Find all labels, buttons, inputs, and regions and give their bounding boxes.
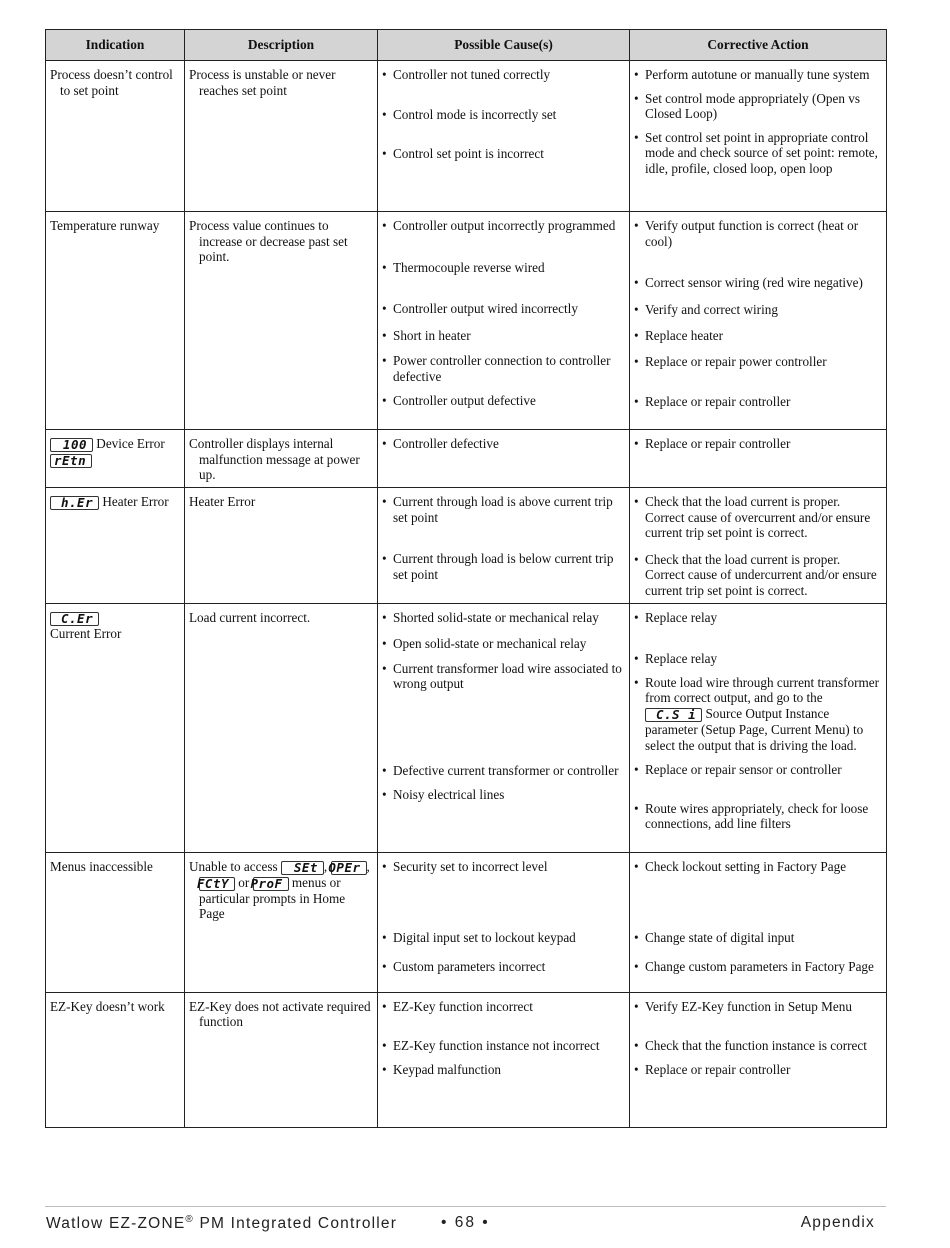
actions-cell <box>630 992 887 1127</box>
description-text: Controller displays internal malfunction message at power up. <box>189 436 360 483</box>
cause-item: • Control mode is incorrectly set <box>382 106 557 122</box>
action-item: • Replace relay <box>634 651 718 667</box>
action-item: • Verify and correct wiring <box>634 301 778 317</box>
description-cell <box>185 603 378 852</box>
action-item: • Check lockout setting in Factory Page <box>634 858 847 874</box>
page-number: • 68 • <box>441 1214 490 1231</box>
indication-cell <box>46 603 185 852</box>
cause-item: • Controller output defective <box>382 392 536 408</box>
action-item: • Verify EZ-Key function in Setup Menu <box>634 998 852 1014</box>
table-row <box>46 430 887 488</box>
actions-cell <box>630 430 887 488</box>
indication-cell <box>46 212 185 430</box>
cause-item: • Open solid-state or mechanical relay <box>382 636 587 652</box>
cause-item: • Controller output wired incorrectly <box>382 301 578 317</box>
actions-cell <box>630 212 887 430</box>
description-cell <box>185 852 378 992</box>
table-row <box>46 61 887 212</box>
description-cell <box>185 61 378 212</box>
action-item: • Change state of digital input <box>634 930 795 946</box>
indication-cell <box>46 852 185 992</box>
action-item: • Correct sensor wiring (red wire negative) <box>634 275 863 291</box>
cause-item: • Current transformer load wire associated to wrong output <box>382 660 622 692</box>
cause-item: • Shorted solid-state or mechanical relay <box>382 609 599 625</box>
description-text: Heater Error <box>189 494 256 509</box>
footer-divider <box>45 1206 886 1207</box>
action-item: • Change custom parameters in Factory Page <box>634 958 874 974</box>
registered-mark: ® <box>185 1214 194 1225</box>
causes-cell <box>378 212 630 430</box>
action-item: • Check that the function instance is correct <box>634 1038 867 1054</box>
table-row <box>46 852 887 992</box>
description-text: Unable to access SEt , OPEr , FCtY or ProF menus or particular prompts in Home Page <box>189 858 370 922</box>
action-item: • Route load wire through current transformer from correct output, and go to the C.S i Source Output Instance parameter (Setup Page, Current Menu) to select the output that is driving the load. <box>634 674 880 753</box>
action-item: • Set control mode appropriately (Open vs Closed Loop) <box>634 90 860 122</box>
cause-item: • Current through load is above current trip set point <box>382 494 613 525</box>
causes-cell <box>378 852 630 992</box>
description-cell <box>185 430 378 488</box>
troubleshooting-table <box>45 29 887 1128</box>
action-item: • Replace or repair controller <box>634 1061 791 1077</box>
lcd-set-menu: SEt <box>281 861 324 875</box>
cause-item: • Thermocouple reverse wired <box>382 259 545 275</box>
lcd-fcty-menu: FCtY <box>199 877 235 891</box>
cause-item: • Defective current transformer or controller <box>382 762 619 778</box>
table-header-row <box>46 30 887 61</box>
cause-item: • EZ-Key function incorrect <box>382 998 533 1014</box>
header-description: Description <box>185 30 378 61</box>
description-text: Process is unstable or never reaches set point <box>189 67 336 98</box>
indication-text: Current Error <box>50 625 122 641</box>
description-cell <box>185 992 378 1127</box>
description-text: EZ-Key does not activate required function <box>189 998 371 1030</box>
cause-item: • Security set to incorrect level <box>382 858 548 874</box>
cause-item: • Controller output incorrectly programmed <box>382 218 616 233</box>
table-row <box>46 212 887 430</box>
lcd-cs-source-code: C.S i <box>645 708 702 722</box>
indication-text: Heater Error <box>102 494 169 509</box>
description-cell <box>185 488 378 604</box>
indication-cell <box>46 61 185 212</box>
causes-cell <box>378 603 630 852</box>
cause-item: • Noisy electrical lines <box>382 786 505 802</box>
causes-cell <box>378 430 630 488</box>
action-item: • Check that the load current is proper. Correct cause of undercurrent and/or ensure current trip set point is correct. <box>634 551 877 598</box>
action-item: • Set control set point in appropriate control mode and check source of set point: remote, idle, profile, closed loop, open loop <box>634 129 878 176</box>
table-row <box>46 603 887 852</box>
actions-cell <box>630 488 887 604</box>
table-row <box>46 992 887 1127</box>
cause-item: • Controller defective <box>382 436 499 451</box>
description-text: Process value continues to increase or decrease past set point. <box>189 218 348 265</box>
action-item: • Replace heater <box>634 328 723 344</box>
lcd-heater-error-code: h.Er <box>50 496 99 510</box>
action-item: • Replace relay <box>634 609 718 625</box>
action-item: • Replace or repair power controller <box>634 353 827 369</box>
action-item: • Replace or repair controller <box>634 436 791 451</box>
description-cell <box>185 212 378 430</box>
action-item: • Verify output function is correct (heat or cool) <box>634 218 859 249</box>
indication-text: Process doesn’t control to set point <box>50 67 173 98</box>
table-row <box>46 488 887 604</box>
header-indication: Indication <box>46 30 185 61</box>
causes-cell <box>378 488 630 604</box>
action-item: • Perform autotune or manually tune system <box>634 67 870 82</box>
description-text: Load current incorrect. <box>189 609 311 625</box>
indication-text: Temperature runway <box>50 218 160 233</box>
lcd-current-error-code: C.Er <box>50 612 99 626</box>
action-item: • Replace or repair controller <box>634 393 791 409</box>
cause-item: • Controller not tuned correctly <box>382 67 551 82</box>
footer-title: Watlow EZ-ZONE® PM Integrated Controller <box>46 1214 398 1233</box>
lcd-device-error-code: 100 <box>50 438 93 452</box>
action-item: • Route wires appropriately, check for loose connections, add line filters <box>634 800 869 832</box>
cause-item: • EZ-Key function instance not incorrect <box>382 1038 600 1054</box>
causes-cell <box>378 61 630 212</box>
indication-text: Menus inaccessible <box>50 858 153 874</box>
lcd-oper-menu: OPEr <box>331 861 367 875</box>
cause-item: • Custom parameters incorrect <box>382 958 546 974</box>
causes-cell <box>378 992 630 1127</box>
cause-item: • Digital input set to lockout keypad <box>382 930 576 946</box>
action-item: • Check that the load current is proper. Correct cause of overcurrent and/or ensure current trip set point is correct. <box>634 494 871 541</box>
indication-cell <box>46 488 185 604</box>
actions-cell <box>630 852 887 992</box>
cause-item: • Control set point is incorrect <box>382 146 544 162</box>
footer-section: Appendix <box>800 1214 875 1231</box>
indication-text: EZ-Key doesn’t work <box>50 998 165 1014</box>
cause-item: • Short in heater <box>382 327 471 343</box>
cause-item: • Power controller connection to controller defective <box>382 353 611 384</box>
action-item: • Replace or repair sensor or controller <box>634 762 842 778</box>
cause-item: • Keypad malfunction <box>382 1061 502 1077</box>
cause-item: • Current through load is below current trip set point <box>382 551 614 582</box>
lcd-retn-code: rEtn <box>50 454 92 468</box>
header-possible-causes: Possible Cause(s) <box>378 30 630 61</box>
indication-cell <box>46 430 185 488</box>
actions-cell <box>630 61 887 212</box>
indication-text: Device Error <box>96 436 165 451</box>
header-corrective-action: Corrective Action <box>630 30 887 61</box>
lcd-prof-menu: ProF <box>253 877 289 891</box>
actions-cell <box>630 603 887 852</box>
indication-cell <box>46 992 185 1127</box>
